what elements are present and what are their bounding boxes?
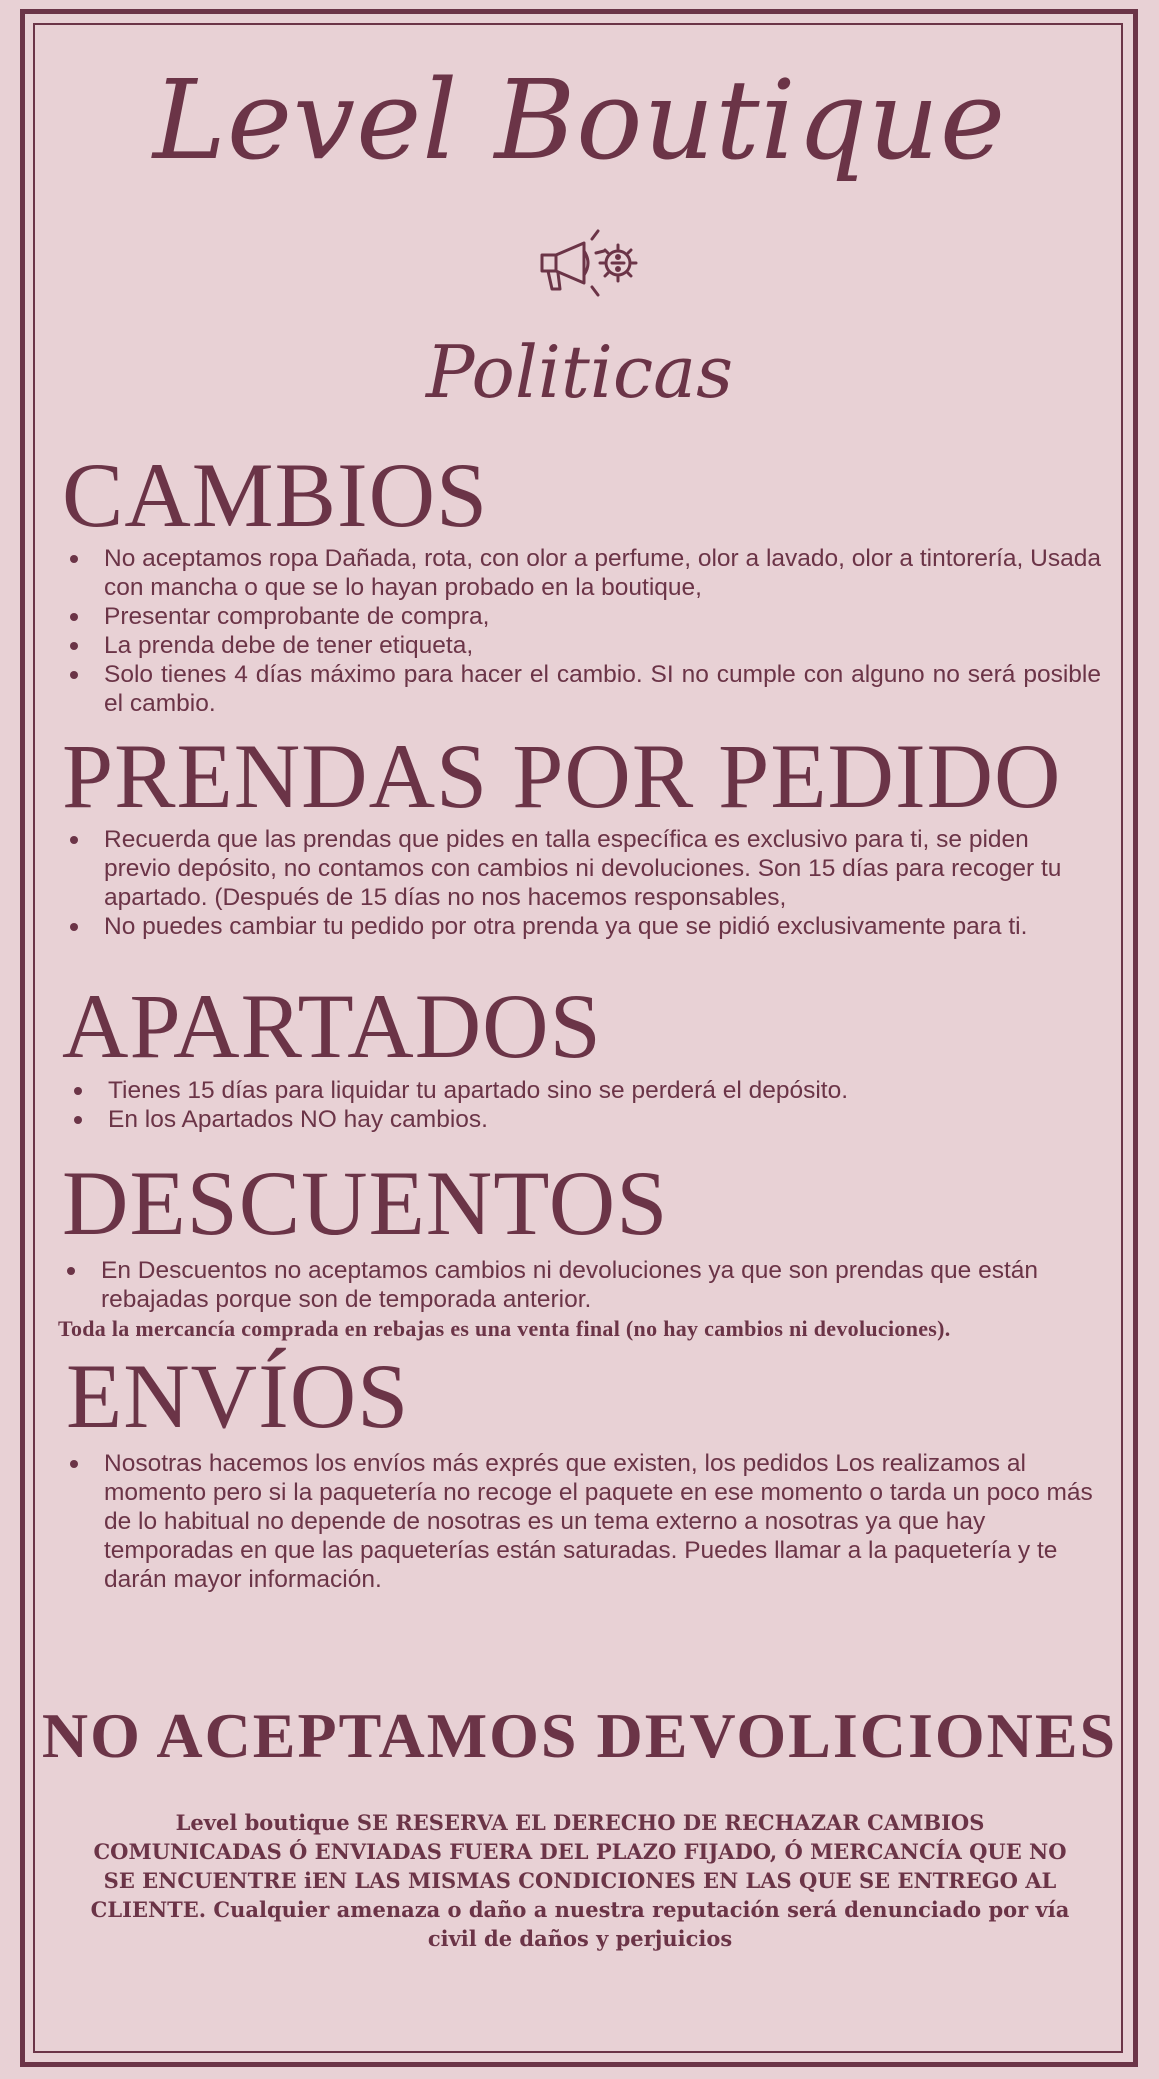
brand-title: Level Boutique (152, 56, 1007, 184)
list-item: Recuerda que las prendas que pides en talla específica es exclusivo para ti, se piden previo depósito, no contamos con cambios ni devoluciones. Son 15 días para recoger tu apartado. (Después de 15 días no nos hacemos responsables, (63, 825, 1093, 912)
section-heading-prendas-por-pedido: PRENDAS POR PEDIDO (62, 725, 1062, 827)
section-heading-descuentos: DESCUENTOS (62, 1152, 669, 1254)
list-prendas-por-pedido (63, 825, 1093, 941)
sale-final-note: Toda la mercancía comprada en rebajas es una venta final (no hay cambios ni devoluciones). (58, 1316, 951, 1341)
list-item: Presentar comprobante de compra, (63, 602, 1101, 631)
list-item: La prenda debe de tener etiqueta, (63, 631, 1101, 660)
list-item: En los Apartados NO hay cambios. (67, 1105, 1097, 1134)
disclaimer-text: Level boutique SE RESERVA EL DERECHO DE RECHAZAR CAMBIOS COMUNICADAS Ó ENVIADAS FUERA DEL PLAZO FIJADO, Ó MERCANCÍA QUE NO SE ENCUENTRE iEN LAS MISMAS CONDICIONES EN LAS QUE SE ENTREGO AL CLIENTE. Cualquier amenaza o daño a nuestra reputación será denunciado por vía civil de daños y perjuicios (90, 1810, 1070, 1951)
list-item: Tienes 15 días para liquidar tu apartado sino se perderá el depósito. (67, 1076, 1097, 1105)
list-cambios (63, 544, 1101, 718)
list-item: Solo tienes 4 días máximo para hacer el cambio. SI no cumple con alguno no será posible el cambio. (63, 660, 1101, 718)
list-apartados (67, 1076, 1097, 1134)
list-item: Nosotras hacemos los envíos más exprés que existen, los pedidos Los realizamos al momento pero si la paquetería no recoge el paquete en ese momento o tarda un poco más de lo habitual no depende de nosotras es un tema externo a nosotras ya que hay temporadas en que las paqueterías están saturadas. Puedes llamar a la paquetería y te darán mayor información. (63, 1449, 1093, 1594)
no-returns-notice: NO ACEPTAMOS DEVOLICIONES (41, 1700, 1118, 1771)
list-item: No aceptamos ropa Dañada, rota, con olor a perfume, olor a lavado, olor a tintorería, Usada con mancha o que se lo hayan probado en la boutique, (63, 544, 1101, 602)
section-heading-envios: ENVÍOS (66, 1345, 410, 1447)
list-item: No puedes cambiar tu pedido por otra prenda ya que se pidió exclusivamente para ti. (63, 912, 1093, 941)
section-heading-apartados: APARTADOS (62, 975, 602, 1077)
list-descuentos (60, 1256, 1060, 1314)
list-item: En Descuentos no aceptamos cambios ni devoluciones ya que son prendas que están rebajadas porque son de temporada anterior. (60, 1256, 1060, 1314)
page-subtitle: Politicas (425, 330, 734, 414)
list-envios (63, 1449, 1093, 1594)
section-heading-cambios: CAMBIOS (62, 444, 489, 546)
megaphone-gear-icon (534, 225, 644, 305)
